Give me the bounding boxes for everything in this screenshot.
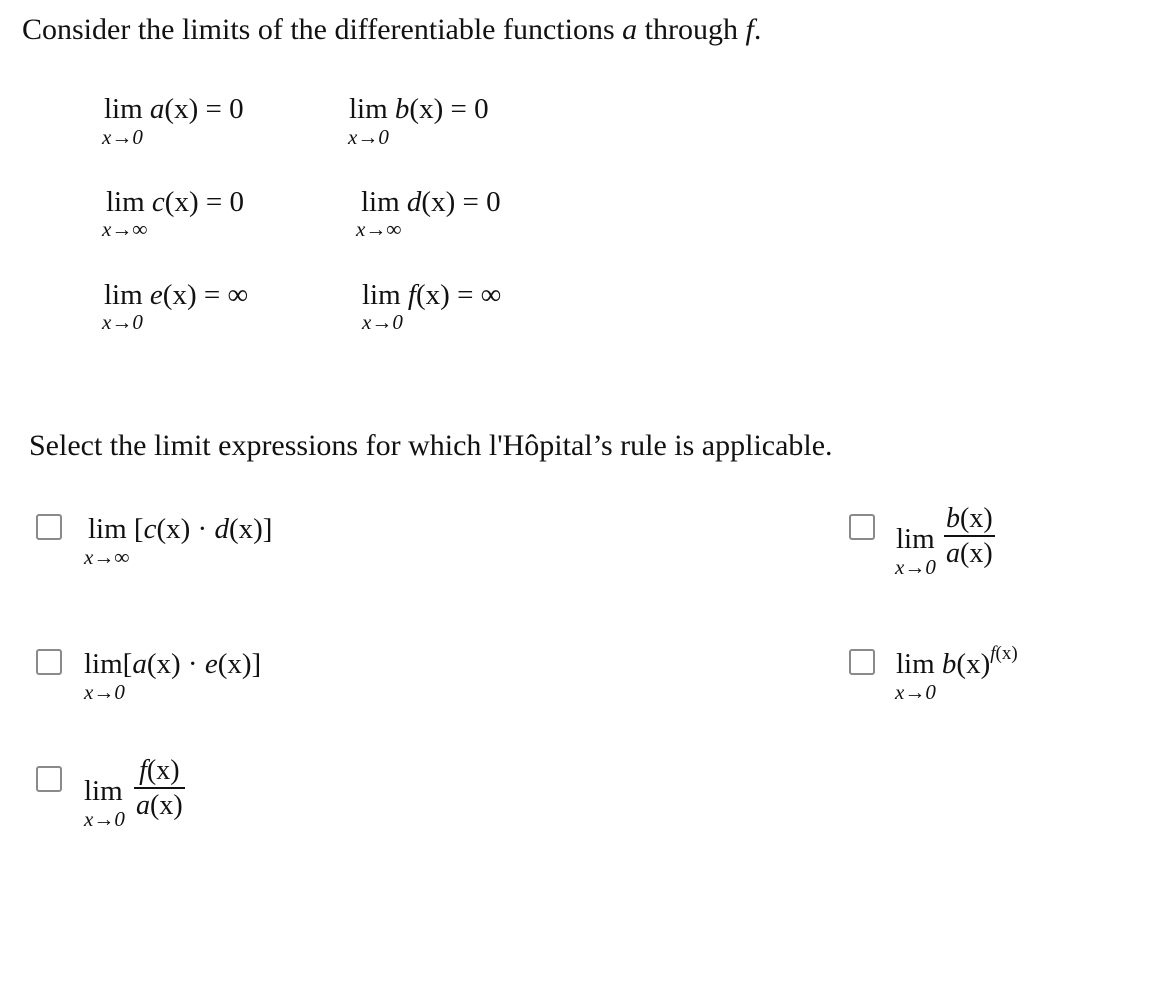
question-prompt: Select the limit expressions for which l'Hôpital’s rule is applicable. — [29, 429, 833, 462]
option-subscript: x→0 — [895, 555, 936, 579]
intro-text: Consider the limits of the differentiable functions a through f. — [22, 13, 762, 46]
given-limit-c-subscript: x→∞ — [102, 217, 148, 241]
given-limit-a: lim a(x) = 0 — [104, 93, 244, 125]
option-lim-label: lim — [896, 523, 935, 555]
fraction-denominator: a(x) — [946, 538, 993, 569]
option-expression: lim [c(x) · d(x)] — [88, 513, 273, 545]
fraction-numerator: f(x) — [134, 755, 185, 789]
option-fraction — [944, 503, 995, 571]
given-limit-e: lim e(x) = ∞ — [104, 279, 249, 311]
given-limit-d-subscript: x→∞ — [356, 217, 402, 241]
option-fraction — [134, 755, 185, 823]
fraction — [944, 503, 995, 571]
fraction — [134, 755, 185, 823]
option-exponent: f(x) — [990, 643, 1018, 664]
given-limit-f-subscript: x→0 — [362, 310, 403, 334]
option-lim-label: lim — [84, 775, 123, 807]
fraction-denominator: a(x) — [136, 790, 183, 821]
checkbox-lim-f-over-a[interactable] — [36, 766, 62, 792]
checkbox-lim-b-over-a[interactable] — [849, 514, 875, 540]
checkbox-lim-b-pow-f[interactable] — [849, 649, 875, 675]
option-expression: $\lim b(x)^{f(x)}$ — [896, 643, 1018, 680]
option-expression: lim[a(x) · e(x)] — [84, 648, 262, 680]
option-subscript: x→0 — [895, 680, 936, 704]
given-limit-b-subscript: x→0 — [348, 125, 389, 149]
fraction-numerator: b(x) — [944, 503, 995, 537]
option-subscript: x→∞ — [84, 545, 130, 569]
checkbox-lim-c-times-d[interactable] — [36, 514, 62, 540]
option-subscript: x→0 — [84, 807, 125, 831]
given-limit-f: lim f(x) = ∞ — [362, 279, 502, 311]
option-subscript: x→0 — [84, 680, 125, 704]
given-limit-d: lim d(x) = 0 — [361, 186, 501, 218]
given-limit-c: lim c(x) = 0 — [106, 186, 244, 218]
given-limit-a-subscript: x→0 — [102, 125, 143, 149]
given-limit-b: lim b(x) = 0 — [349, 93, 489, 125]
given-limit-e-subscript: x→0 — [102, 310, 143, 334]
checkbox-lim-a-times-e[interactable] — [36, 649, 62, 675]
